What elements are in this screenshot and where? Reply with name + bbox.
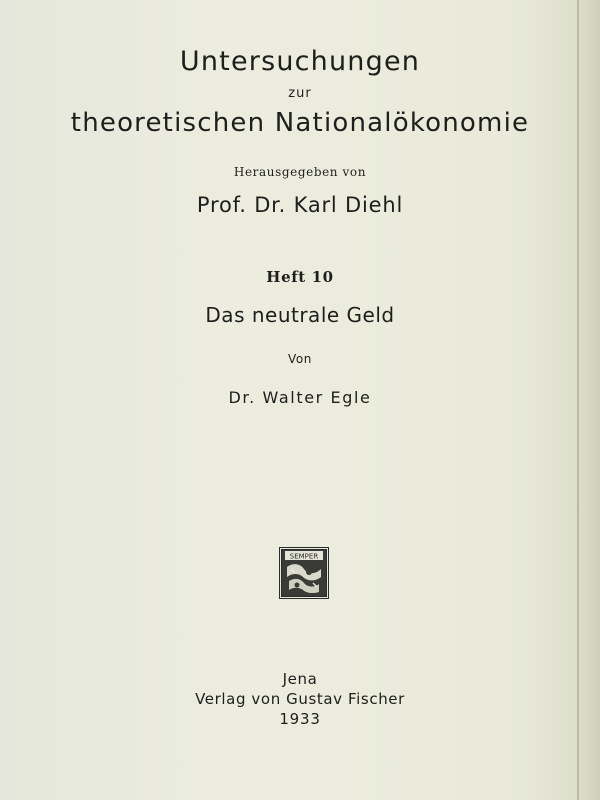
publisher-emblem-icon: [279, 547, 329, 599]
series-subtitle: theoretischen Nationalökonomie: [70, 108, 530, 138]
imprint-place: Jena: [282, 670, 318, 688]
emblem-motto: SEMPER: [289, 552, 319, 561]
imprint-year: 1933: [279, 710, 321, 728]
author-label: Von: [287, 352, 313, 366]
author-name: Dr. Walter Egle: [228, 388, 372, 407]
imprint-publisher: Verlag von Gustav Fischer: [195, 690, 405, 708]
series-connector: zur: [288, 86, 312, 101]
editor-label: Herausgegeben von: [233, 165, 367, 179]
editor-name: Prof. Dr. Karl Diehl: [196, 193, 404, 217]
series-title: Untersuchungen: [179, 46, 421, 77]
issue-number: Heft 10: [266, 268, 334, 286]
book-title: Das neutrale Geld: [205, 303, 395, 327]
